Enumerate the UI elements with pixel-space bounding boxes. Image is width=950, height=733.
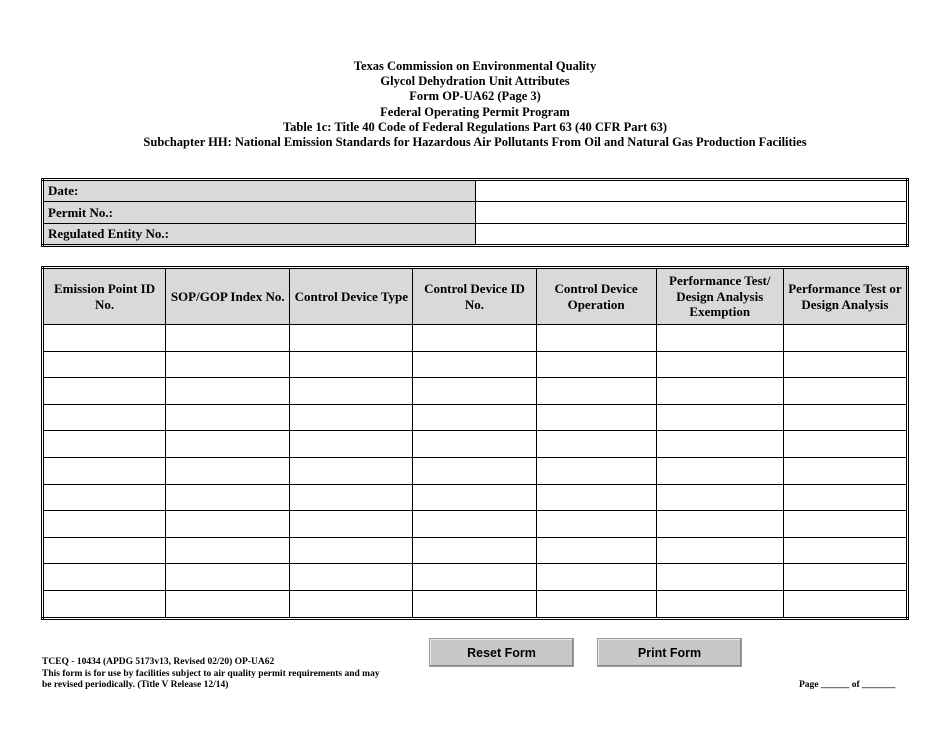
program-title: Federal Operating Permit Program [380,104,570,119]
table-cell[interactable] [43,457,166,484]
table-cell[interactable] [290,351,413,378]
permit-field[interactable] [476,202,908,224]
form-header [0,59,950,150]
table-cell[interactable] [783,590,907,618]
table-cell[interactable] [536,484,656,511]
table-cell[interactable] [166,590,290,618]
table-cell[interactable] [166,457,290,484]
table-cell[interactable] [656,484,783,511]
table-cell[interactable] [783,537,907,564]
table-cell[interactable] [166,564,290,591]
table-row [43,431,908,458]
date-row [43,180,908,202]
table-row [43,325,908,352]
table-cell[interactable] [413,484,536,511]
table-header-row [43,268,908,325]
form-subject: Glycol Dehydration Unit Attributes [380,74,570,89]
table-cell[interactable] [536,431,656,458]
form-id: TCEQ - 10434 (APDG 5173v13, Revised 02/20) OP-UA62 [42,657,275,667]
table-cell[interactable] [166,378,290,405]
table-cell[interactable] [43,564,166,591]
table-cell[interactable] [656,378,783,405]
table-cell[interactable] [783,431,907,458]
table-body [43,325,908,619]
date-field[interactable] [476,180,908,202]
table-cell[interactable] [43,590,166,618]
table-cell[interactable] [656,457,783,484]
permit-info-table [41,178,909,247]
table-cell[interactable] [783,351,907,378]
table-cell[interactable] [166,404,290,431]
table-cell[interactable] [783,325,907,352]
table-cell[interactable] [783,564,907,591]
table-cell[interactable] [413,325,536,352]
table-cell[interactable] [413,404,536,431]
table-cell[interactable] [43,325,166,352]
reset-form-button[interactable]: Reset Form [429,638,574,667]
table-cell[interactable] [413,457,536,484]
table-cell[interactable] [290,484,413,511]
table-cell[interactable] [783,484,907,511]
table-cell[interactable] [290,404,413,431]
table-row [43,537,908,564]
usage-note-2: be revised periodically. (Title V Release 12/14) [42,680,229,690]
column-header: Control Device Type [290,268,413,325]
permit-row [43,202,908,224]
table-row [43,511,908,538]
table-cell[interactable] [656,351,783,378]
table-cell[interactable] [166,511,290,538]
table-cell[interactable] [656,404,783,431]
table-cell[interactable] [166,484,290,511]
table-cell[interactable] [290,537,413,564]
table-cell[interactable] [656,590,783,618]
usage-note-1: This form is for use by facilities subject to air quality permit requirements and may [42,668,380,679]
table-row [43,484,908,511]
table-cell[interactable] [656,511,783,538]
table-cell[interactable] [536,537,656,564]
table-cell[interactable] [536,378,656,405]
table-row [43,351,908,378]
table-cell[interactable] [166,325,290,352]
table-cell[interactable] [166,431,290,458]
entity-row [43,224,908,246]
table-cell[interactable] [536,351,656,378]
table-cell[interactable] [413,378,536,405]
table-cell[interactable] [536,325,656,352]
entity-label: Regulated Entity No.: [43,224,476,246]
agency-title: Texas Commission on Environmental Quality [353,59,597,73]
table-cell[interactable] [43,537,166,564]
column-header: SOP/GOP Index No. [166,268,290,325]
table-cell[interactable] [166,351,290,378]
table-cell[interactable] [290,431,413,458]
table-cell[interactable] [43,484,166,511]
table-cell[interactable] [290,590,413,618]
table-cell[interactable] [43,351,166,378]
table-cell[interactable] [656,325,783,352]
entity-field[interactable] [476,224,908,246]
column-header: Performance Test/ Design Analysis Exemption [656,268,783,325]
column-header: Performance Test or Design Analysis [783,268,907,325]
table-cell[interactable] [290,564,413,591]
table-cell[interactable] [43,378,166,405]
table-cell[interactable] [783,511,907,538]
table-row [43,564,908,591]
permit-label: Permit No.: [43,202,476,224]
table-cell[interactable] [166,537,290,564]
table-cell[interactable] [536,404,656,431]
column-header: Control Device Operation [536,268,656,325]
table-cell[interactable] [290,325,413,352]
table-cell[interactable] [656,564,783,591]
table-title: Table 1c: Title 40 Code of Federal Regulations Part 63 (40 CFR Part 63) [282,119,668,134]
attributes-table [41,266,909,620]
table-cell[interactable] [43,511,166,538]
column-header: Control Device ID No. [413,268,536,325]
table-cell[interactable] [413,511,536,538]
table-row [43,378,908,405]
table-row [43,457,908,484]
table-cell[interactable] [43,431,166,458]
table-cell[interactable] [290,457,413,484]
page-number: Page ______ of _______ [799,680,896,690]
table-cell[interactable] [783,378,907,405]
date-label: Date: [43,180,476,202]
table-cell[interactable] [290,378,413,405]
table-cell[interactable] [413,537,536,564]
print-form-button[interactable]: Print Form [597,638,742,667]
table-cell[interactable] [536,511,656,538]
form-number: Form OP-UA62 (Page 3) [409,89,541,104]
table-cell[interactable] [413,590,536,618]
table-cell[interactable] [656,537,783,564]
form-footer [42,657,380,692]
table-cell[interactable] [413,351,536,378]
table-cell[interactable] [536,590,656,618]
table-cell[interactable] [656,431,783,458]
column-header: Emission Point ID No. [43,268,166,325]
table-cell[interactable] [783,404,907,431]
table-cell[interactable] [290,511,413,538]
table-cell[interactable] [536,457,656,484]
table-row [43,404,908,431]
table-cell[interactable] [43,404,166,431]
table-cell[interactable] [536,564,656,591]
table-cell[interactable] [783,457,907,484]
table-row [43,590,908,618]
subchapter-title: Subchapter HH: National Emission Standards for Hazardous Air Pollutants From Oil and Natural Gas Production Facilities [143,135,807,150]
table-cell[interactable] [413,564,536,591]
table-cell[interactable] [413,431,536,458]
